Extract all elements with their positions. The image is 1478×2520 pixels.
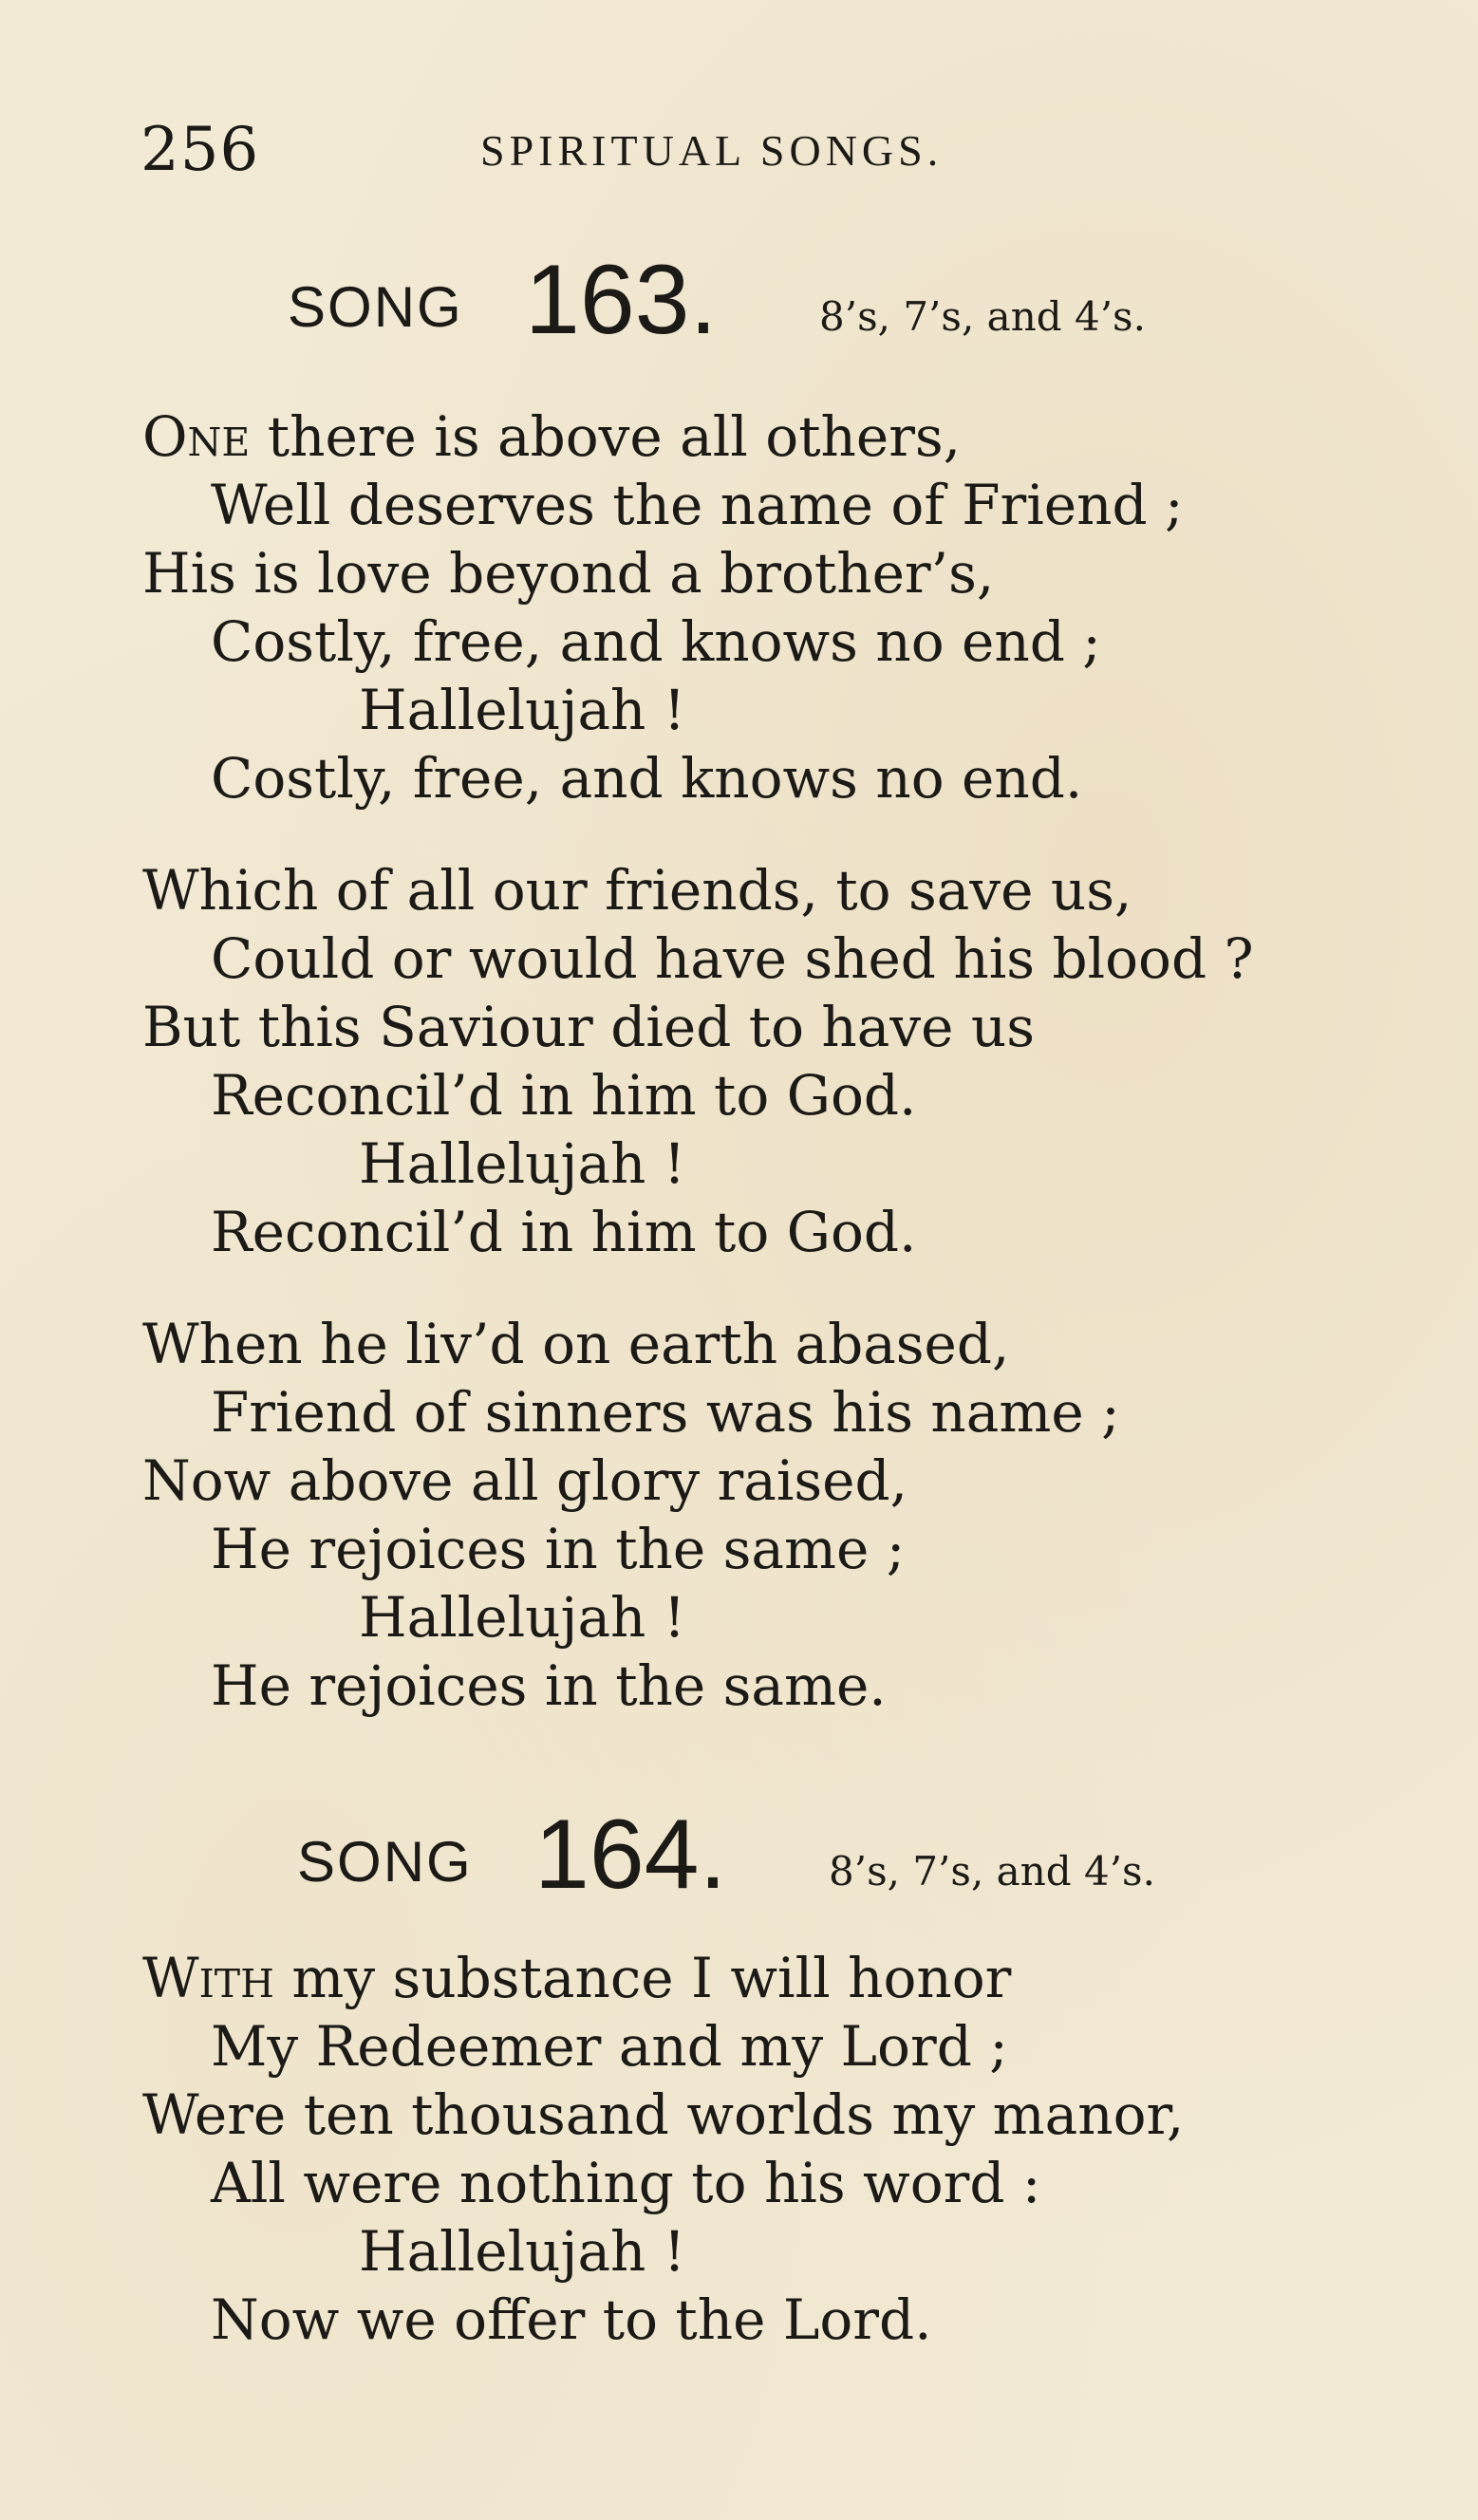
verse-line: But this Saviour died to have us — [142, 995, 1036, 1059]
verse-line-rest: my substance I will honor — [273, 1946, 1012, 2010]
verse-refrain: Hallelujah ! — [359, 1131, 686, 1196]
song-number: 163. — [525, 245, 718, 355]
song-meter: 8’s, 7’s, and 4’s. — [829, 1848, 1155, 1895]
verse-line — [142, 402, 961, 471]
song-label: SONG — [288, 275, 463, 339]
page-header — [140, 112, 1090, 188]
song-label: SONG — [297, 1830, 473, 1894]
verse-line: Costly, free, and knows no end. — [211, 746, 1083, 811]
verse-line: He rejoices in the same ; — [211, 1517, 906, 1581]
verse-line: Reconcil’d in him to God. — [211, 1200, 917, 1264]
verse-refrain: Hallelujah ! — [359, 2219, 686, 2284]
verse-line: Could or would have shed his blood ? — [211, 926, 1254, 991]
page-number: 256 — [140, 115, 260, 185]
verse-line: Reconcil’d in him to God. — [211, 1063, 917, 1128]
verse-line: Friend of sinners was his name ; — [211, 1380, 1120, 1445]
song-meter: 8’s, 7’s, and 4’s. — [819, 293, 1146, 340]
verse-initial-word: One — [142, 404, 251, 469]
verse-line: When he liv’d on earth abased, — [142, 1312, 1010, 1376]
verse-line: Costly, free, and knows no end ; — [211, 609, 1101, 674]
verse-line: Which of all our friends, to save us, — [142, 858, 1132, 923]
verse-line: All were nothing to his word : — [211, 2151, 1041, 2215]
running-title: SPIRITUAL SONGS. — [480, 126, 944, 175]
verse-refrain: Hallelujah ! — [359, 1585, 686, 1650]
verse-line-rest: there is above all others, — [250, 404, 962, 469]
verse-line: Were ten thousand worlds my manor, — [142, 2082, 1185, 2147]
song-number: 164. — [534, 1800, 727, 1910]
verse-line: My Redeemer and my Lord ; — [211, 2014, 1008, 2079]
song-164-heading — [297, 1790, 1246, 1910]
verse-line — [142, 1944, 1011, 2012]
verse-line: Now we offer to the Lord. — [211, 2287, 932, 2352]
verse-initial-word: With — [142, 1946, 274, 2010]
verse-line: He rejoices in the same. — [211, 1653, 887, 1718]
verse-line: His is love beyond a brother’s, — [142, 541, 995, 606]
verse-line: Now above all glory raised, — [142, 1448, 908, 1513]
song-163-heading — [288, 235, 1237, 355]
verse-line: Well deserves the name of Friend ; — [211, 473, 1184, 537]
verse-refrain: Hallelujah ! — [359, 678, 686, 742]
